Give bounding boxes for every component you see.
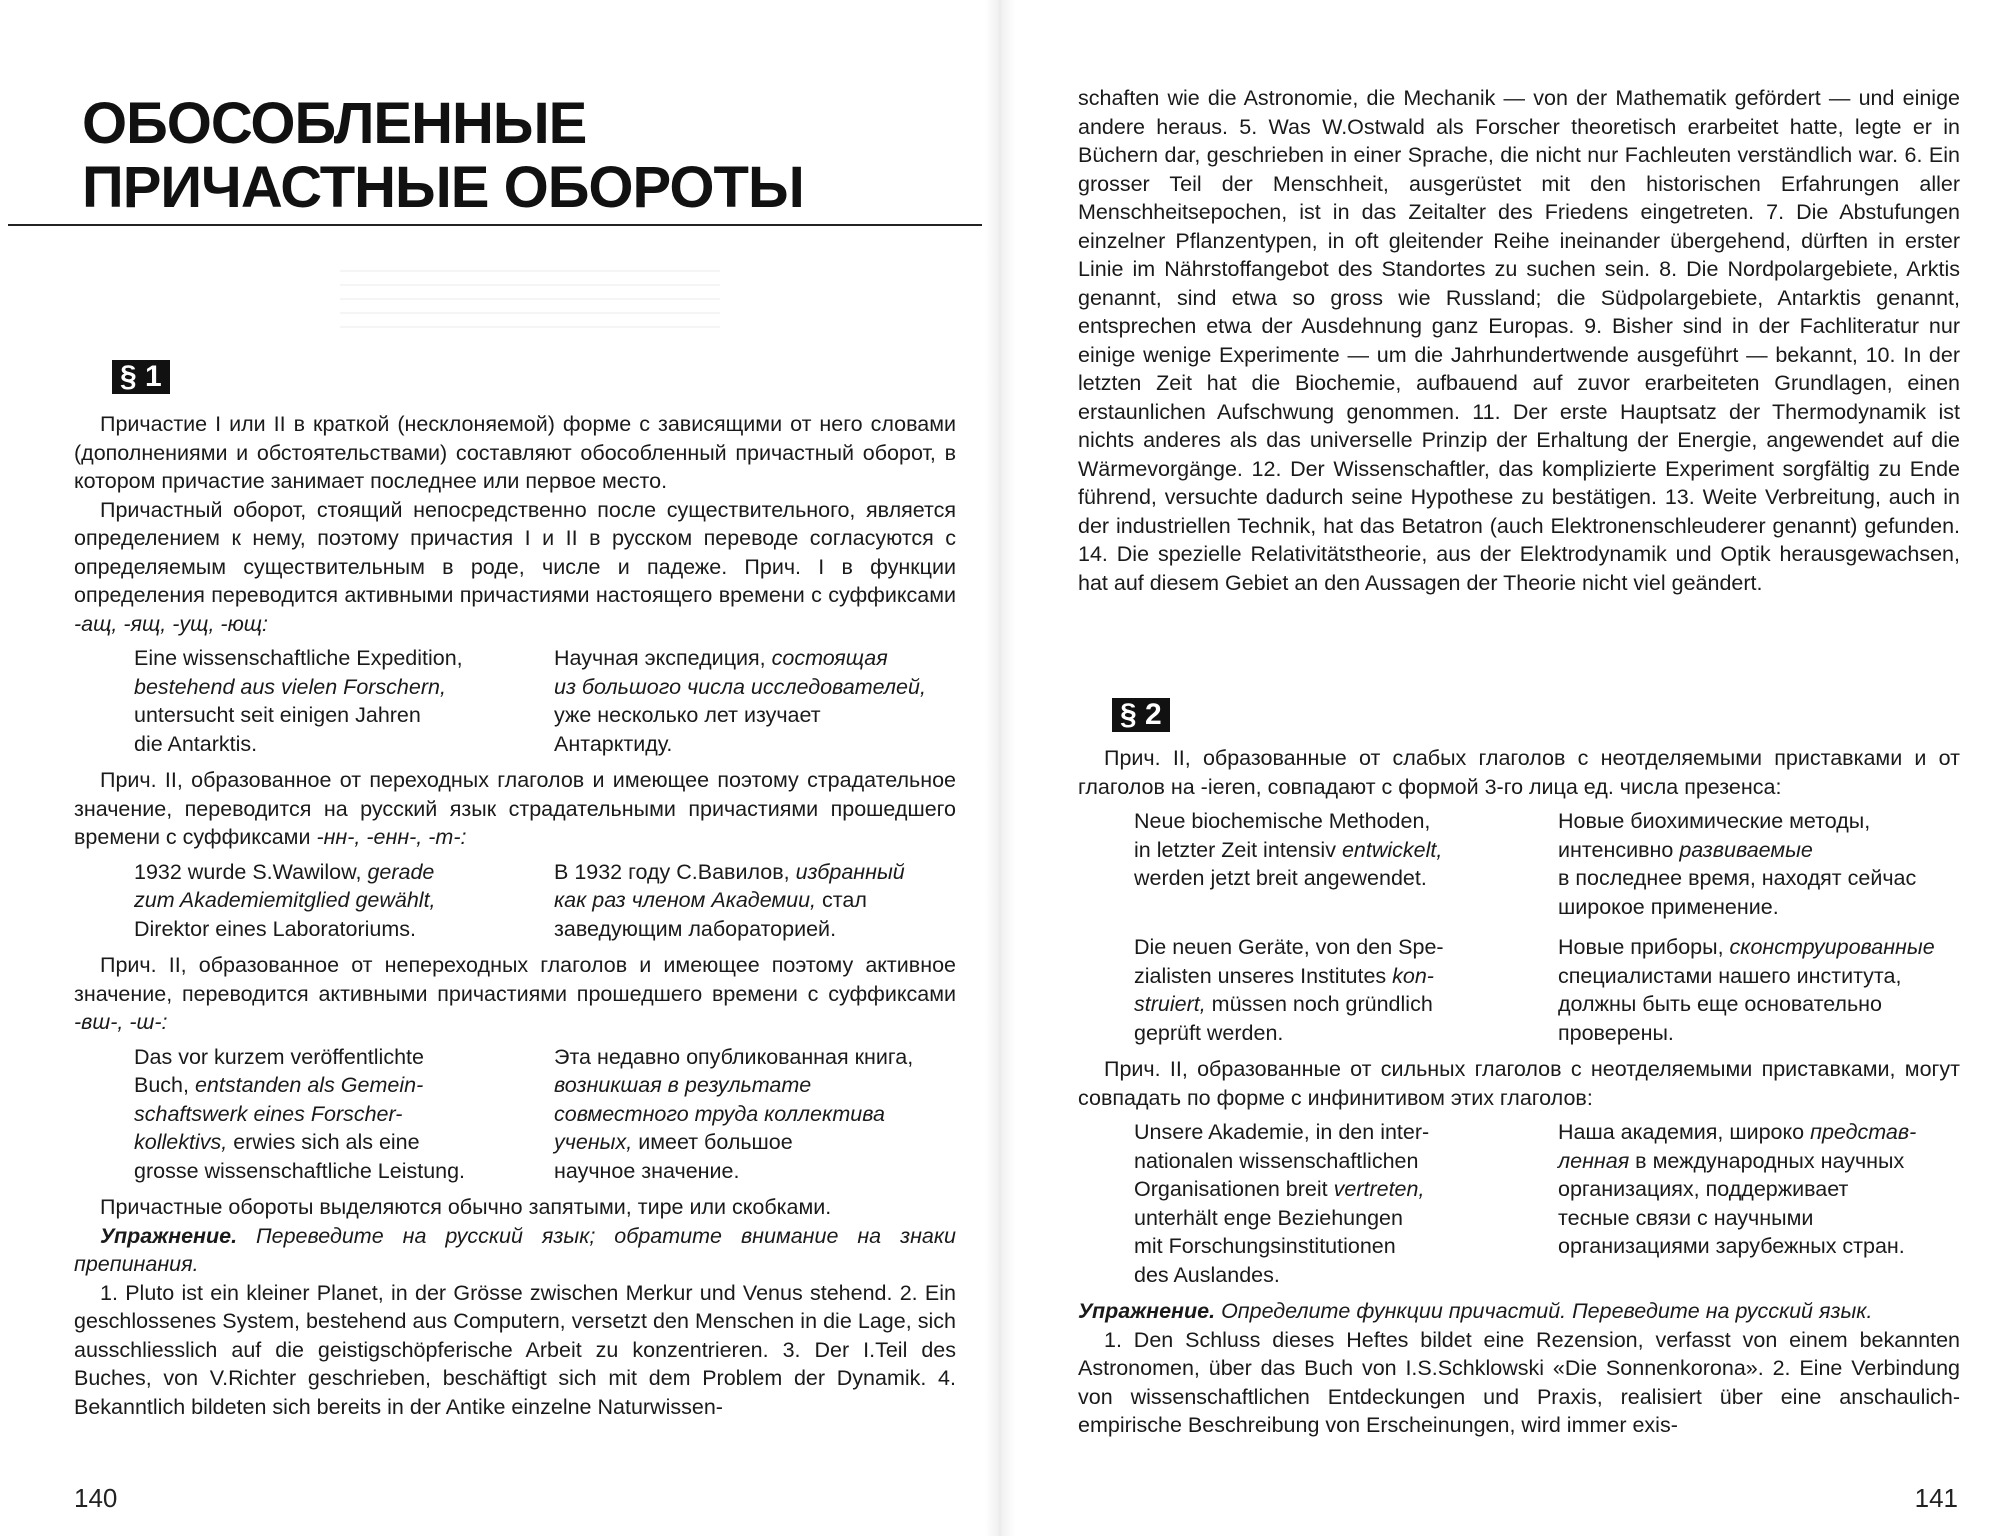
section-badge-2: § 2 [1112,698,1170,732]
paragraph-participle-2-passive [74,766,956,852]
exercise-continuation: schaften wie die Astronomie, die Mechanik — von der Mathematik gefördert — und einige andere heraus. 5. Was W.Ostwald als Forscher theoretisch erarbeitet hatte, legte er in Büchern dar, geschrieben in einer Sprache, die nicht nur Fachleuten verständlich war. 6. Ein grosser Teil der Menschheit, ausgerüstet mit den historischen Erfahrungen aller Menschheitsepochen, ist in das Zeitalter des Friedens eingetreten. 7. Die Abstufungen einzelner Pflanzentypen, in oft gleitender Reihe ineinander übergehend, dürften in erster Linie im Nährstoffangebot des Standortes zu suchen sein. 8. Die Nordpolargebiete, Arktis genannt, sind etwa so gross wie Russland; die Südpolargebiete, Antarktis genannt, entsprechen etwa der Ausdehnung ganz Europas. 9. Bisher sind in der Fachliteratur nur einige wenige Experimente — um die Jahrhundertwende ausgeführt — bekannt, 10. In der letzten Zeit hat die Biochemie, aufbauend auf zuvor erarbeiteten Grundlagen, einen erstaunlichen Aufschwung genommen. 11. Der erste Hauptsatz der Thermodynamik ist nichts anderes als das universelle Prinzip der Erhaltung der Energie, angewendet auf die Wärmevorgänge. 12. Der Wissenschaftler, das komplizierte Experiment sorgfältig zu Ende führend, versuchte dadurch seine Hypothese zu bestätigen. 13. Weite Verbreitung, auch in der industriellen Technik, hat das Betatron (auch Elektronenschleuderer genannt) gefunden. 14. Die spezielle Relativitätstheorie, aus der Elektrodynamik und Optik herausgewachsen, hat auf diesem Gebiet an den Aussagen der Theorie nicht viel geändert. [1078,86,1960,595]
example-italic: избранный [795,859,905,884]
example-text: Новые биохимические методы, интенсивно [1558,809,1871,862]
example-text: Eine wissenschaftliche Expedition, [134,646,463,670]
example-text: werden jetzt breit angewendet. [1134,866,1427,890]
paragraph-intro: Причастие I или II в краткой (несклоняемой) форме с зависящими от него словами (дополнениями и обстоятельствами) составляют обособленный причастный оборот, в котором причастие занимает последнее или первое место. [74,412,956,493]
example-russian [1558,933,1958,1047]
exercise-heading-2 [1078,1297,1960,1326]
example-block-4 [1078,807,1960,921]
example-text: Новые приборы, [1558,935,1724,959]
exercise-label: Упражнение. [100,1223,238,1248]
paragraph-strong-verbs: Прич. II, образованные от сильных глаголов с неотделяемыми приставками, могут совпадать по форме с инфинитивом этих глаголов: [1078,1057,1960,1110]
page-number-right: 141 [1914,1483,1958,1513]
bleed-through-shadow [340,268,720,328]
example-block-6 [1078,1118,1960,1289]
example-russian [1558,1118,1958,1289]
example-italic: развиваемые [1679,837,1813,862]
section-badge-1: § 1 [112,360,170,394]
example-italic: entstanden als Gemein- schaftswerk eines Forscher- kollektivs, [134,1073,424,1154]
example-german [1134,807,1558,921]
exercise-task: Определите функции причастий. Переведите на русский язык. [1221,1299,1873,1323]
example-italic: gerade [367,859,435,884]
page-number-left: 140 [74,1483,118,1513]
suffix-list: -ащ, -ящ, -ущ, -ющ: [74,611,269,636]
paragraph-weak-verbs: Прич. II, образованные от слабых глаголов с неотделяемыми приставками и от глаголов на -ieren, совпадают с формой 3-го лица ед. числа презенса: [1078,746,1960,799]
example-italic: kon- struiert, [1134,963,1434,1016]
example-text: Die neuen Geräte, von den Spe- zialisten unseres Institutes [1134,935,1444,988]
example-italic: сконструированные [1729,935,1935,959]
example-text: стал [822,888,867,912]
example-russian [554,644,954,758]
chapter-title [82,92,804,220]
example-german [134,1043,554,1186]
example-russian [1558,807,1958,921]
example-text: erwies sich als eine grosse wissenschaftliche Leistung. [134,1130,466,1183]
example-block-2 [74,858,956,944]
example-text: Наша академия, широко [1558,1120,1805,1144]
example-text: уже несколько лет изучает Антарктиду. [554,703,821,756]
paragraph-text: Прич. II, образованное от непереходных глаголов и имеющее поэтому активное значение, переводится активными причастиями прошедшего времени с суффиксами [74,953,956,1006]
suffix-list: -нн-, -енн-, -т-: [316,825,467,849]
exercise-heading [74,1222,956,1279]
example-german [134,644,554,758]
paragraph-punctuation: Причастные обороты выделяются обычно запятыми, тире или скобками. [100,1195,832,1219]
example-text: Научная экспедиция, [554,646,766,670]
example-text: В 1932 году С.Вавилов, [554,859,790,884]
left-body [74,410,956,1421]
suffix-list: -вш-, -ш-: [74,1010,168,1034]
paragraph-participle-2-active [74,951,956,1037]
example-text: специалистами нашего института, должны быть еще основательно проверены. [1558,963,1902,1045]
example-text: в последнее время, находят сейчас широкое применение. [1558,866,1917,919]
right-page [1000,0,2000,1536]
example-text: Das vor kurzem veröffentlichte Buch, [134,1044,424,1097]
chapter-title-line-2: ПРИЧАСТНЫЕ ОБОРОТЫ [82,155,804,220]
example-text: Unsere Akademie, in den inter- nationalen wissenschaftlichen Organisationen breit [1134,1120,1430,1201]
example-text: в международных научных организациях, поддерживает тесные связи с научными организациями зарубежных стран. [1558,1148,1905,1258]
exercise-label: Упражнение. [1078,1299,1216,1323]
example-text: Direktor eines Laboratoriums. [134,916,417,941]
example-block-5 [1078,933,1960,1047]
example-italic: возникшая в результате совместного труда коллектива ученых, [554,1073,885,1154]
title-underline [8,224,982,226]
example-text: имеет большое научное значение. [554,1130,793,1183]
example-text: Эта недавно опубликованная книга, [554,1044,914,1069]
example-italic: как раз членом Академии, [554,888,817,912]
example-text: заведующим лабораторией. [554,916,837,941]
chapter-title-line-1: ОБОСОБЛЕННЫЕ [82,91,587,156]
example-italic: представ- ленная [1558,1120,1917,1173]
example-italic: vertreten, [1333,1177,1425,1201]
example-italic: bestehend aus vielen Forschern, [134,674,446,699]
example-german [134,858,554,944]
example-russian [554,858,954,944]
example-italic: entwickelt, [1341,837,1443,862]
example-italic: из большого числа исследователей, [554,674,926,699]
example-text: untersucht seit einigen Jahren die Antarktis. [134,703,421,756]
example-russian [554,1043,954,1186]
exercise-task: Переведите на русский язык; обратите внимание на знаки препинания. [74,1223,956,1276]
example-text: Neue biochemische Methoden, in letzter Zeit intensiv [1134,809,1431,862]
exercise-sentences-2: 1. Den Schluss dieses Heftes bildet eine Rezension, verfasst von einem bekannten Astronomen, über das Buch von I.S.Schklowski «Die Sonnenkorona». 2. Eine Verbindung von wissenschaftlichen Entdeckungen und Praxis, realisiert über eine anschaulich-empirische Beschreibung von Erscheinungen, wird immer exis- [1078,1327,1960,1437]
example-block-1 [74,644,956,758]
exercise-sentences: 1. Pluto ist ein kleiner Planet, in der Grösse zwischen Merkur und Venus stehend. 2. Ein geschlossenes System, bestehend aus Computern, versetzt den Menschen in die Lage, sich ausschliesslich auf die geistigschöpferische Arbeit zu konzentrieren. 3. Der I.Teil des Buches, von V.Richter geschrieben, beschäftigt sich mit dem Problem der Dynamik. 4. Bekanntlich bildeten sich bereits in der Antike einzelne Naturwissen- [74,1280,956,1419]
paragraph-text: Прич. II, образованное от переходных глаголов и имеющее поэтому страдательное значение, переводится на русский язык страдательными причастиями прошедшего времени с суффиксами [74,768,956,849]
example-text: unterhält enge Beziehungen mit Forschungsinstitutionen des Auslandes. [1134,1205,1403,1287]
example-block-3 [74,1043,956,1186]
right-body-section-2 [1078,744,1960,1440]
example-text: 1932 wurde S.Wawilow, [134,859,362,884]
paragraph-text: Причастный оборот, стоящий непосредственно после существительного, является определением к нему, поэтому причастия I и II в русском переводе согласуются с определяемым существительным в роде, числе и падеже. Прич. I в функции определения переводится активными причастиями настоящего времени с суффиксами [74,497,956,607]
example-text: müssen noch gründlich geprüft werden. [1134,992,1433,1045]
example-german [1134,933,1558,1047]
example-italic: zum Akademiemitglied gewählt, [134,888,436,912]
right-body [1078,84,1960,597]
example-german [1134,1118,1558,1289]
example-italic: состоящая [771,646,888,670]
paragraph-participle-1 [74,496,956,639]
